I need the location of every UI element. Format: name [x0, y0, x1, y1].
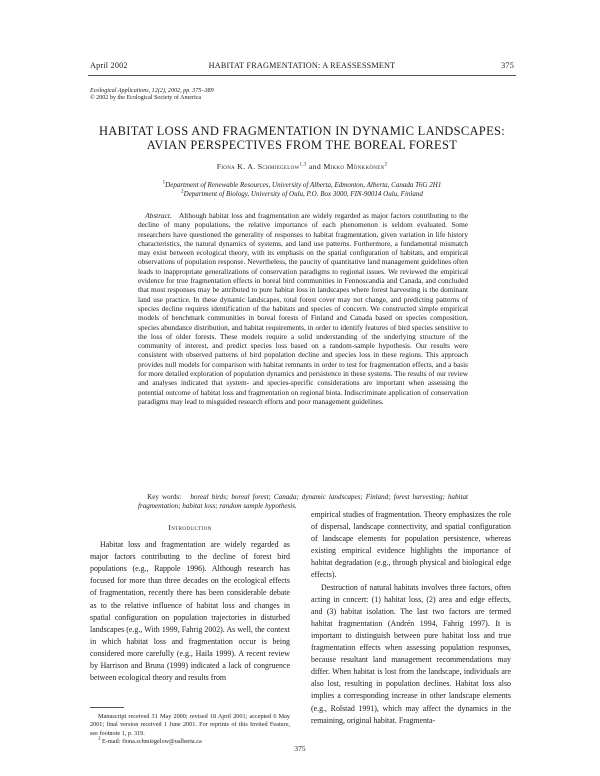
title-line-2: AVIAN PERSPECTIVES FROM THE BOREAL FOREST	[146, 138, 458, 153]
affiliation-2	[90, 190, 514, 199]
right-column	[311, 509, 511, 727]
author-2: Mikko Mönkkönen	[323, 162, 385, 171]
author-2-sup: 2	[384, 162, 388, 168]
intro-paragraph-2: Destruction of natural habitats involves three factors, often acting in concert: (1) habitat loss, (2) area and edge effects, and (3) habitat isolation. The last two factors are termed habitat fragmentation (Andrén 1994, Fahrig 1997). It is important to distinguish between pure habitat loss and true fragmentation effects when assessing population responses, because resultant land management recommendations may differ. When habitat is lost from the landscape, individuals are also lost, resulting in population declines. Habitat loss also implies a corresponding increase in other landscape elements (e.g., Rolstad 1991), which may affect the dynamics in the remaining, original habitat. Fragmenta-	[311, 582, 511, 725]
intro-paragraph-1: Habitat loss and fragmentation are widely regarded as major factors contributing to the decline of forest bird populations (e.g., Rappole 1996). Although research has focused for more than three decades on the ecological effects of fragmentation, recently there has been considerable debate as to the relative influence of habitat loss and changes in spatial configuration on population trajectories in disturbed landscapes (e.g., With 1999, Fahrig 2002). As well, the context in which habitat loss and fragmentation occur is being considered more carefully (e.g., Haila 1999). A recent review by Harrison and Bruna (1999) indicated a lack of congruence between ecological theory and results from	[90, 540, 290, 683]
journal-citation: Ecological Applications, 12(2), 2002, pp. 375–389	[90, 88, 214, 94]
affiliation-1	[90, 181, 514, 190]
source-info	[90, 88, 214, 102]
author-1-sup: 1,3	[299, 162, 307, 168]
abstract	[138, 211, 468, 406]
footnote-manuscript: Manuscript received 31 May 2000; revised 18 April 2001; accepted 6 May 2001; final version received 1 June 2001. For reprints of this Invited Feature, see footnote 1, p. 319.	[90, 713, 290, 737]
abstract-text: Although habitat loss and fragmentation are widely regarded as major factors contributing to the decline of many populations, the relative importance of each phenomenon is seldom evaluated. Some researchers have questioned the generality of responses to habitat fragmentation, given variation in life history characteristics, the natural dynamics of systems, and land use patterns. Furthermore, a fundamental mismatch may exist between ecological theory, with its emphasis on the spatial configuration of habitats, and empirical observations of population response. Nevertheless, the paucity of quantitative land management guidelines often leads to inappropriate generalizations of conservation paradigms to regional issues. We reviewed the empirical evidence for true fragmentation effects in boreal bird communities in Fennoscandia and Canada, and concluded that most responses may be attributed to pure habitat loss in landscapes where forest harvesting is the dominant land use practice. In these dynamic landscapes, total forest cover may not change, and predicting patterns of species decline requires identification of the habitats and species of concern. We constructed simple empirical models of benchmark communities in boreal forests of Finland and Canada based on species composition, species abundance distribution, and habitat requirements, in order to identify features of bird species sensitive to the loss of older forests. These models require a solid understanding of the underlying structure of the community of interest, and predict species loss based on a random-sample hypothesis. Our results were consistent with observed patterns of bird population decline and species loss in these regions. This approach provides null models for comparison with habitat remnants in order to test for fragmentation effects, and a basis for more detailed exploration of population dynamics and persistence in these systems. The results of our review and analyses indicated that system- and species-specific considerations are important when assessing the potential outcome of habitat loss and fragmentation on regional biota. Indiscriminate application of conservation paradigms may lead to misguided research efforts and poor management guidelines.	[138, 211, 468, 406]
copyright-line: © 2002 by the Ecological Society of America	[90, 95, 202, 102]
footnote-rule	[90, 707, 124, 708]
running-header	[90, 61, 514, 73]
author-line	[90, 162, 514, 171]
affiliation-1-text: Department of Renewable Resources, University of Alberta, Edmonton, Alberta, Canada T6G 2H1	[165, 181, 442, 189]
affiliation-2-sup: 2	[181, 189, 184, 195]
header-rule	[88, 75, 516, 76]
author-conjunction: and	[306, 162, 324, 171]
left-column	[90, 522, 290, 684]
page-folio: 375	[294, 744, 306, 753]
author-1: Fiona K. A. Schmiegelow	[216, 162, 300, 171]
header-running-title: HABITAT FRAGMENTATION: A REASSESSMENT	[208, 61, 396, 70]
article-title	[90, 124, 514, 153]
affiliation-1-sup: 1	[162, 180, 166, 186]
title-line-1: HABITAT LOSS AND FRAGMENTATION IN DYNAMIC LANDSCAPES:	[98, 124, 506, 138]
header-date: April 2002	[90, 61, 128, 70]
affiliation-2-text: Department of Biology, University of Oulu, P.O. Box 3000, FIN-90014 Oulu, Finland	[183, 190, 423, 198]
footnotes	[90, 713, 290, 746]
header-page-number: 375	[501, 61, 514, 70]
footnote-email-sup: 3	[98, 736, 101, 742]
abstract-label: Abstract.	[145, 211, 172, 220]
section-heading-introduction: Introduction	[168, 523, 212, 532]
keywords-text: boreal birds; boreal forest; Canada; dynamic landscapes; Finland; forest harvesting; habitat fragmentation; habitat loss; random sample hypothesis.	[138, 493, 468, 511]
intro-paragraph-1-continued: empirical studies of fragmentation. Theory emphasizes the role of dispersal, landscape connectivity, and spatial configuration of landscape elements for population persistence, whereas existing empirical evidence highlights the importance of habitat degradation (e.g., through physical and biological edge effects).	[311, 510, 511, 580]
keywords-label: Key words:	[147, 493, 182, 501]
affiliations	[90, 181, 514, 199]
footnote-email-text: E-mail: fiona.schmiegelow@ualberta.ca	[100, 737, 202, 745]
